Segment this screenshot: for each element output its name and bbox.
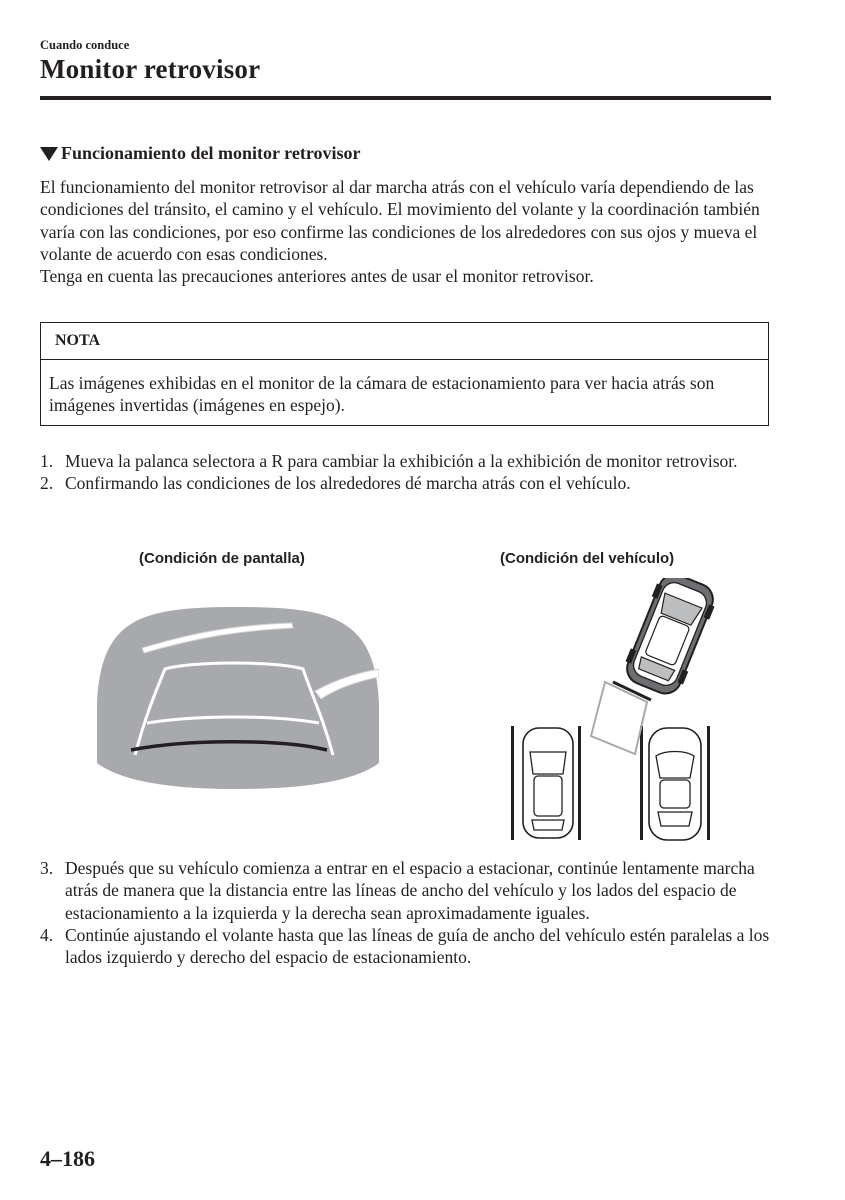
section-label: Cuando conduce xyxy=(40,38,130,52)
parking-line-center-left xyxy=(578,726,581,840)
steps-list-a xyxy=(40,450,780,495)
parking-line-center-right xyxy=(640,726,643,840)
monitor-screen-illustration xyxy=(97,603,379,840)
intro-text xyxy=(40,176,780,287)
figure-caption-screen: (Condición de pantalla) xyxy=(139,550,305,567)
note-label: NOTA xyxy=(55,332,101,349)
step-number: 1. xyxy=(40,451,54,471)
triangle-down-icon xyxy=(40,147,58,161)
list-item xyxy=(40,472,780,494)
note-box xyxy=(40,322,769,426)
step-number: 3. xyxy=(40,858,54,878)
steps-list-b xyxy=(40,857,785,968)
step-text: Continúe ajustando el volante hasta que las líneas de guía de ancho del vehículo estén paralelas a los lados izquierdo y derecho del espacio de estacionamiento. xyxy=(65,924,770,968)
list-item xyxy=(40,450,780,472)
parked-car-left xyxy=(523,728,573,838)
intro-paragraph: El funcionamiento del monitor retrovisor al dar marcha atrás con el vehículo varía dependiendo de las condiciones del tránsito, el camino y el vehículo. El movimiento del volante y la coordinación también varía con las condiciones, por eso confirme las condiciones de los alrededores con sus ojos y mueva el volante de acuerdo con esas condiciones. xyxy=(40,177,760,264)
step-text: Confirmando las condiciones de los alrededores dé marcha atrás con el vehículo. xyxy=(65,473,631,494)
screen-warning-banner: Compruebe los alrededores por seguridad xyxy=(122,812,354,824)
vehicle-parking-illustration xyxy=(505,578,721,853)
title-divider xyxy=(40,96,771,100)
parked-car-right xyxy=(649,728,701,840)
note-header xyxy=(41,323,768,360)
step-number: 4. xyxy=(40,924,54,945)
parking-line-right xyxy=(707,726,710,840)
page-number: 4–186 xyxy=(40,1146,95,1171)
parking-line-left xyxy=(511,726,514,840)
step-text: Mueva la palanca selectora a R para cambiar la exhibición a la exhibición de monitor retrovisor. xyxy=(65,451,738,471)
list-item xyxy=(40,857,785,924)
intro-paragraph: Tenga en cuenta las precauciones anteriores antes de usar el monitor retrovisor. xyxy=(40,266,594,287)
list-item xyxy=(40,924,785,969)
subsection-heading xyxy=(40,143,360,164)
step-number: 2. xyxy=(40,473,54,494)
reversing-car xyxy=(620,578,721,699)
page-title: Monitor retrovisor xyxy=(40,54,261,84)
figure-caption-vehicle: (Condición del vehículo) xyxy=(500,550,675,567)
step-text: Después que su vehículo comienza a entrar en el espacio a estacionar, continúe lentamente marcha atrás de manera que la distancia entre las líneas de ancho del vehículo y los lados del espacio de estacionamiento a la izquierda y la derecha sean aproximadamente iguales. xyxy=(65,858,755,923)
note-text: Las imágenes exhibidas en el monitor de la cámara de estacionamiento para ver hacia atrás son imágenes invertidas (imágenes en espejo). xyxy=(49,373,715,416)
subsection-heading-text: Funcionamiento del monitor retrovisor xyxy=(61,143,361,163)
